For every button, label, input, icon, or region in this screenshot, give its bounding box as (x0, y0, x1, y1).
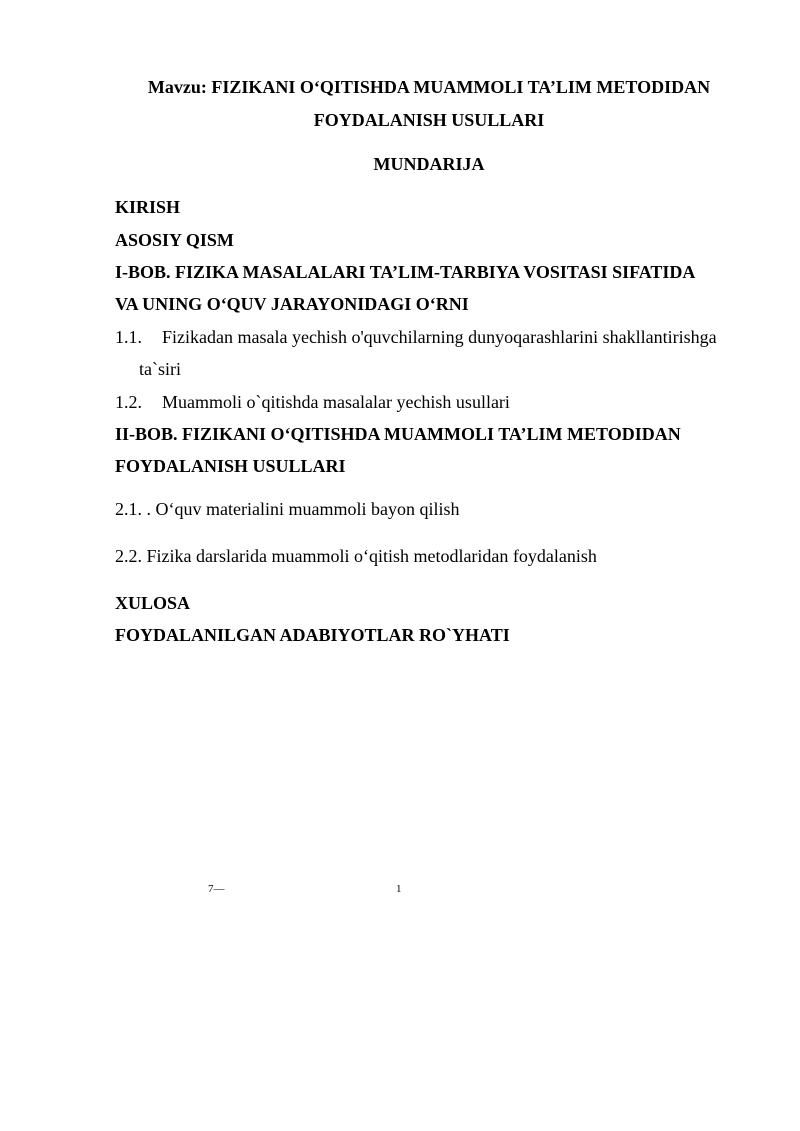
page-number: 1 (396, 883, 402, 895)
toc-entry-xulosa: XULOSA (115, 593, 191, 613)
toc-entry-bob1-line-2: VA UNING O‘QUV JARAYONIDAGI O‘RNI (115, 294, 469, 314)
toc-entry-adabiyotlar: FOYDALANILGAN ADABIYOTLAR RO`YHATI (115, 625, 510, 645)
toc-heading: MUNDARIJA (373, 154, 485, 174)
toc-entry-asosiy-qism: ASOSIY QISM (115, 230, 234, 250)
toc-entry-1-1-number: 1.1. (115, 327, 142, 347)
document-title-line-2: FOYDALANISH USULLARI (313, 110, 545, 130)
footer-mark: 7— (208, 883, 225, 895)
toc-entry-kirish: KIRISH (115, 197, 181, 217)
toc-entry-bob1-line-1: I-BOB. FIZIKA MASALALARI TA’LIM-TARBIYA VOSITASI SIFATIDA (115, 262, 696, 282)
toc-entry-1-1-continuation: ta`siri (139, 359, 181, 379)
toc-entry-1-2-text: Muammoli o`qitishda masalalar yechish usullari (162, 392, 510, 412)
toc-entry-1-1 (115, 326, 717, 348)
toc-entry-bob2-line-2: FOYDALANISH USULLARI (115, 456, 346, 476)
toc-entry-2-2: 2.2. Fizika darslarida muammoli o‘qitish metodlaridan foydalanish (115, 546, 597, 566)
toc-entry-1-2 (115, 391, 510, 413)
toc-entry-bob2-line-1: II-BOB. FIZIKANI O‘QITISHDA MUAMMOLI TA’LIM METODIDAN (115, 424, 681, 444)
toc-entry-1-2-number: 1.2. (115, 392, 142, 412)
toc-entry-2-1: 2.1. . O‘quv materialini muammoli bayon qilish (115, 499, 460, 519)
toc-entry-1-1-text: Fizikadan masala yechish o'quvchilarning dunyoqarashlarini shakllantirishga (162, 327, 717, 347)
document-title-line-1: Mavzu: FIZIKANI O‘QITISHDA MUAMMOLI TA’LIM METODIDAN (147, 77, 711, 97)
